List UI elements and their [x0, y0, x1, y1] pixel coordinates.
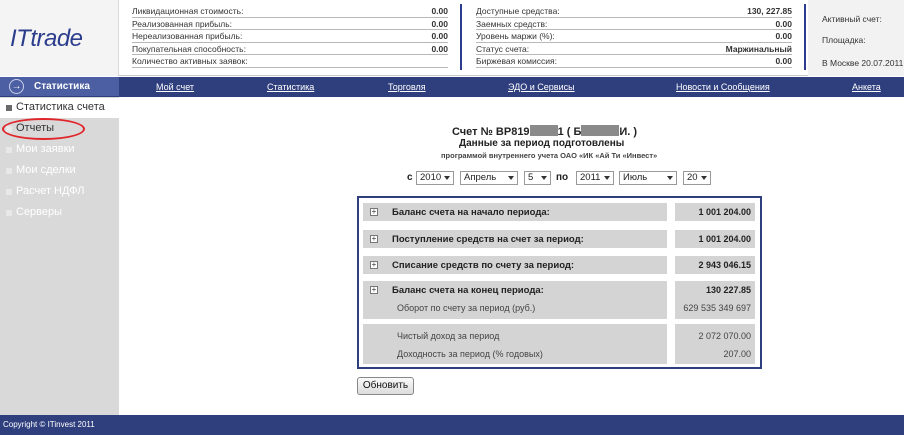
stat-value: 0.00	[775, 31, 792, 41]
stat-value: Маржинальный	[725, 43, 792, 54]
stat-label: Доступные средства:	[476, 6, 560, 16]
value-cell	[675, 256, 755, 274]
stat-label: Уровень маржи (%):	[476, 31, 555, 41]
row-label: Списание средств по счету за период:	[392, 260, 575, 271]
sidebar-item-account-statistics[interactable]	[0, 98, 119, 118]
sidebar-item-my-deals[interactable]	[0, 161, 119, 181]
stat-row	[132, 55, 448, 68]
sidebar-item-tax-calc[interactable]	[0, 182, 119, 202]
logo[interactable]	[0, 0, 119, 76]
row-opening-balance[interactable]	[363, 203, 667, 221]
row-value: 2 943 046.15	[698, 260, 751, 270]
row-label: Поступление средств на счет за период:	[392, 234, 584, 245]
value-cell	[675, 203, 755, 221]
stat-value: 0.00	[431, 18, 448, 29]
account-holder-suffix: И. )	[619, 126, 638, 138]
expand-plus-icon[interactable]: +	[371, 207, 377, 216]
stat-value: 130, 227.85	[747, 6, 792, 16]
row-value: 1 001 204.00	[698, 234, 751, 244]
stat-row	[476, 5, 792, 18]
value-cell	[675, 230, 755, 248]
period-to-label: по	[556, 172, 569, 183]
stat-row	[476, 18, 792, 31]
stat-label: Реализованная прибыль:	[132, 18, 233, 29]
stat-label: Нереализованная прибыль:	[132, 31, 243, 41]
top-nav	[119, 77, 904, 97]
stat-label: Биржевая комиссия:	[476, 56, 557, 66]
section-header[interactable]	[0, 77, 119, 97]
chevron-down-icon	[667, 176, 673, 180]
copyright: Copyright © ITinvest 2011	[3, 420, 95, 429]
turnover-value: 629 535 349 697	[683, 303, 751, 313]
to-year-value: 2011	[580, 172, 601, 183]
row-value: 1 001 204.00	[698, 207, 751, 217]
bullet-icon	[6, 168, 12, 174]
row-closing-balance[interactable]	[363, 281, 667, 319]
turnover-label: Оборот по счету за период (руб.)	[397, 303, 536, 313]
chevron-down-icon	[508, 176, 514, 180]
redaction-mask	[581, 125, 619, 136]
stats-mid	[476, 5, 792, 68]
nav-edo-services[interactable]: ЭДО и Сервисы	[508, 82, 575, 92]
platform-label: Площадка:	[822, 35, 866, 45]
section-title: Статистика	[34, 81, 90, 92]
stat-row	[132, 5, 448, 18]
nav-statistics[interactable]: Статистика	[267, 82, 315, 92]
navigation	[0, 77, 904, 97]
stat-value: 0.00	[431, 31, 448, 41]
stat-value: 0.00	[431, 6, 448, 16]
stat-label: Количество активных заявок:	[132, 56, 248, 66]
row-label: Баланс счета на начало периода:	[392, 207, 550, 218]
stat-label: Покупательная способность:	[132, 43, 246, 54]
expand-plus-icon[interactable]: +	[371, 260, 377, 269]
account-summary-header	[0, 0, 904, 76]
sidebar-item-my-orders[interactable]	[0, 140, 119, 160]
value-cell	[675, 281, 755, 319]
active-account-label: Активный счет:	[822, 14, 882, 24]
bullet-icon	[6, 210, 12, 216]
account-title	[452, 125, 637, 138]
stat-value: 0.00	[431, 43, 448, 54]
from-month-select[interactable]	[460, 171, 518, 185]
expand-plus-icon[interactable]: +	[371, 234, 377, 243]
sidebar-item-servers[interactable]	[0, 203, 119, 223]
sidebar-item-label: Мои заявки	[16, 143, 75, 155]
moscow-date: В Москве 20.07.2011	[822, 58, 904, 68]
stats-left	[132, 5, 448, 68]
row-incoming-funds[interactable]	[363, 230, 667, 248]
nav-news-messages[interactable]: Новости и Сообщения	[676, 82, 770, 92]
stat-label: Статус счета:	[476, 43, 530, 54]
to-day-select[interactable]	[683, 171, 711, 185]
report-panel	[357, 196, 762, 369]
footer	[0, 415, 904, 435]
to-month-select[interactable]	[619, 171, 677, 185]
stat-label: Заемных средств:	[476, 18, 548, 29]
sidebar-item-label: Серверы	[16, 206, 63, 218]
sidebar-item-label: Мои сделки	[16, 164, 76, 176]
bullet-icon	[6, 105, 12, 111]
stat-row	[132, 18, 448, 31]
value-cell	[675, 324, 755, 364]
row-outgoing-funds[interactable]	[363, 256, 667, 274]
stat-row	[476, 43, 792, 56]
stat-value: 0.00	[775, 18, 792, 29]
highlight-ring	[2, 118, 85, 140]
bullet-icon	[6, 189, 12, 195]
chevron-down-icon	[541, 176, 547, 180]
row-income	[363, 324, 667, 364]
chevron-down-icon	[444, 176, 450, 180]
sidebar-item-label: Расчет НДФЛ	[16, 185, 85, 197]
from-year-value: 2010	[420, 172, 442, 183]
header-divider	[460, 4, 462, 70]
nav-trading[interactable]: Торговля	[388, 82, 426, 92]
row-value: 130 227.85	[705, 285, 751, 295]
from-day-value: 5	[528, 172, 534, 183]
chevron-down-icon	[604, 176, 610, 180]
to-day-value: 20	[687, 172, 698, 183]
sidebar-item-label: Отчеты	[16, 122, 55, 134]
yield-value: 207.00	[723, 349, 751, 359]
income-label: Чистый доход за период	[397, 331, 500, 341]
expand-plus-icon[interactable]: +	[371, 285, 377, 294]
income-value: 2 072 070.00	[698, 331, 751, 341]
nav-my-account[interactable]: Мой счет	[156, 82, 195, 92]
chevron-down-icon	[701, 176, 707, 180]
stat-row	[476, 30, 792, 43]
stat-row	[132, 30, 448, 43]
right-info	[808, 0, 904, 76]
yield-label: Доходность за период (% годовых)	[397, 349, 543, 359]
row-label: Баланс счета на конец периода:	[392, 285, 544, 296]
report-ready-title: Данные за период подготовлены	[459, 138, 625, 149]
sidebar	[0, 97, 119, 415]
to-month-value: Июль	[623, 172, 648, 183]
account-number-suffix: 1 ( Б	[557, 126, 582, 138]
period-from-label: с	[407, 172, 413, 183]
sidebar-item-label: Статистика счета	[16, 101, 105, 113]
stat-row	[132, 43, 448, 56]
refresh-button[interactable]: Обновить	[357, 377, 414, 395]
stat-row	[476, 55, 792, 68]
header-divider	[804, 4, 806, 70]
logo-text: ITtrade	[10, 25, 83, 52]
account-number-prefix: Счет № BP819	[452, 126, 530, 138]
redaction-mask	[530, 125, 558, 136]
bullet-icon	[6, 147, 12, 153]
nav-questionnaire[interactable]: Анкета	[852, 82, 881, 92]
stat-label: Ликвидационная стоимость:	[132, 6, 244, 16]
report-subtitle: программой внутреннего учета ОАО «ИК «Ай Ти «Инвест»	[441, 151, 658, 160]
stat-value: 0.00	[775, 56, 792, 66]
from-day-select[interactable]	[524, 171, 551, 185]
to-year-select[interactable]	[576, 171, 614, 185]
arrow-right-icon: →	[9, 79, 24, 94]
from-year-select[interactable]	[416, 171, 454, 185]
from-month-value: Апрель	[464, 172, 497, 183]
